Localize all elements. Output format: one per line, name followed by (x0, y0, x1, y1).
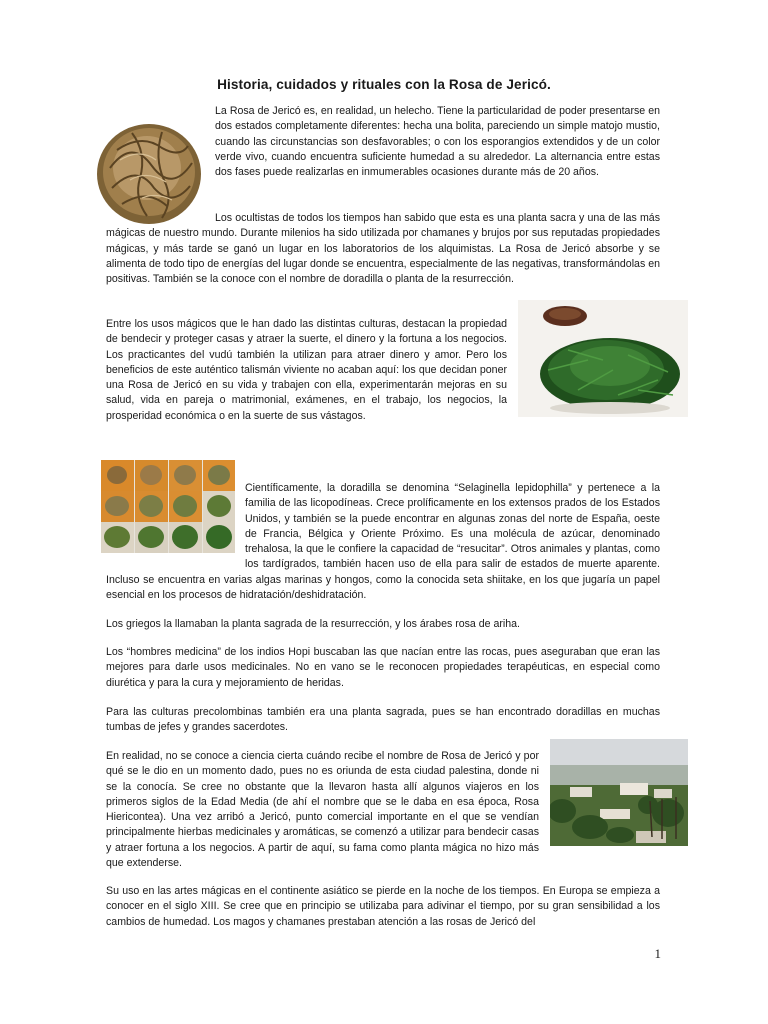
paragraph-5: Los griegos la llamaban la planta sagrada de la resurrección, y los árabes rosa de ariha. (106, 618, 520, 630)
paragraph-3: Entre los usos mágicos que le han dado las distintas culturas, destacan la propiedad de bendecir y proteger casas y atraer la suerte, el dinero y la fortuna a los negocios. Los practicantes del vudú también la utilizan para atraer dinero y amor. Pero los beneficios de este auténtico talismán viviente no acaban aquí: los que decidan poner una Rosa de Jericó en su vida y trabajen con ella, experimentarán mejoras en su salud, vida en pareja o matrimonial, exámenes, en el trabajo, los negocios, la prosperidad económica o en la suerte de sus vástagos. (106, 318, 507, 422)
paragraph-6: Los “hombres medicina” de los indios Hopi buscaban las que nacían entre las rocas, pues aseguraban que eran las mejores para darle usos medicinales. No en vano se le reconocen propiedades terapéuticas, en especial como diurética y para la cura y mejoramiento de heridas. (106, 646, 660, 689)
paragraph-7: Para las culturas precolombinas también era una planta sagrada, pues se han encontrado doradillas en muchas tumbas de jefes y grandes sacerdotes. (106, 706, 660, 734)
green-plant-image (518, 300, 688, 417)
paragraph-4-text: Científicamente, la doradilla se denomina “Selaginella lepidophilla” y pertenece a la familia de las licopodíneas. Crece prolíficamente en los extensos prados de los Estados Unidos, y también se la puede encontrar en algunas zonas del norte de España, oeste de Francia, Bélgica y Oriente Próximo. Es una molécula de azúcar, denominado trehalosa, la que le confiere la capacidad de “resucitar”. Otros animales y plantas, como los tardígrados, también hacen uso de ella para salir de estados de muerte aparente. Incluso se encuentra en varias algas marinas y hongos, como la conocida seta shiitake, en los que jugaría un papel esencial en los procesos de hidratación/deshidratación. (106, 482, 660, 602)
jericho-city-image (550, 739, 688, 846)
paragraph-8: En realidad, no se conoce a ciencia cierta cuándo recibe el nombre de Rosa de Jericó y por qué se le dio en un momento dado, pues no es oriunda de esta ciudad palestina, donde ni se la conocía. Se cree no obstante que la llevaron hasta allí algunos viajeros en los primeros siglos de la Edad Media (de ahí el nombre que se le daba en esa época, Rosa Hiericontea). Una vez arribó a Jericó, punto comercial importante en el que se vendían principalmente hierbas medicinales y aromáticas, se comenzó a utilizar para bendecir casas y atraer fortuna a los negocios. A partir de aquí, su fama como planta mágica no hizo más que extenderse. (106, 750, 539, 870)
page-title: Historia, cuidados y rituales con la Rosa de Jericó. (217, 77, 551, 92)
paragraph-1: La Rosa de Jericó es, en realidad, un helecho. Tiene la particularidad de poder presentarse en dos estados completamente diferentes: hecha una bolita, pareciendo un simple matojo mustio, cuando las circunstancias son desfavorables; o con los esporangios extendidos y de un color verde vivo, cuando encuentra suficiente humedad a su alrededor. La alternancia entre estas dos fases puede realizarlas en inmumerables ocasiones durante más de 20 años. (215, 105, 660, 179)
page-number: 1 (654, 946, 661, 961)
paragraph-9: Su uso en las artes mágicas en el continente asiático se pierde en la noche de los tiempos. En Europa se empieza a conocer en el siglo XIII. Se cree que en principio se utilizaba para adivinar el tiempo, por su gran sensibilidad a los cambios de humedad. Los magos y chamanes prestaban atención a las rosas de Jericó del (106, 885, 660, 928)
paragraph-2 (106, 211, 660, 287)
paragraph-2-text: Los ocultistas de todos los tiempos han sabido que esta es una planta sacra y una de las más mágicas de nuestro mundo. Durante milenios ha sido utilizada por chamanes y brujos por sus reputadas propiedades mágicas, y más tarde se ganó un lugar en los laboratorios de los alquimistas. La Rosa de Jericó absorbe y se alimenta de todo tipo de energías del lugar donde se encuentra, especialmente de las negativas, transformándolas en positivas. También se la conoce con el nombre de doradilla o planta de la resurrección. (106, 212, 660, 286)
paragraph-4 (106, 481, 660, 603)
